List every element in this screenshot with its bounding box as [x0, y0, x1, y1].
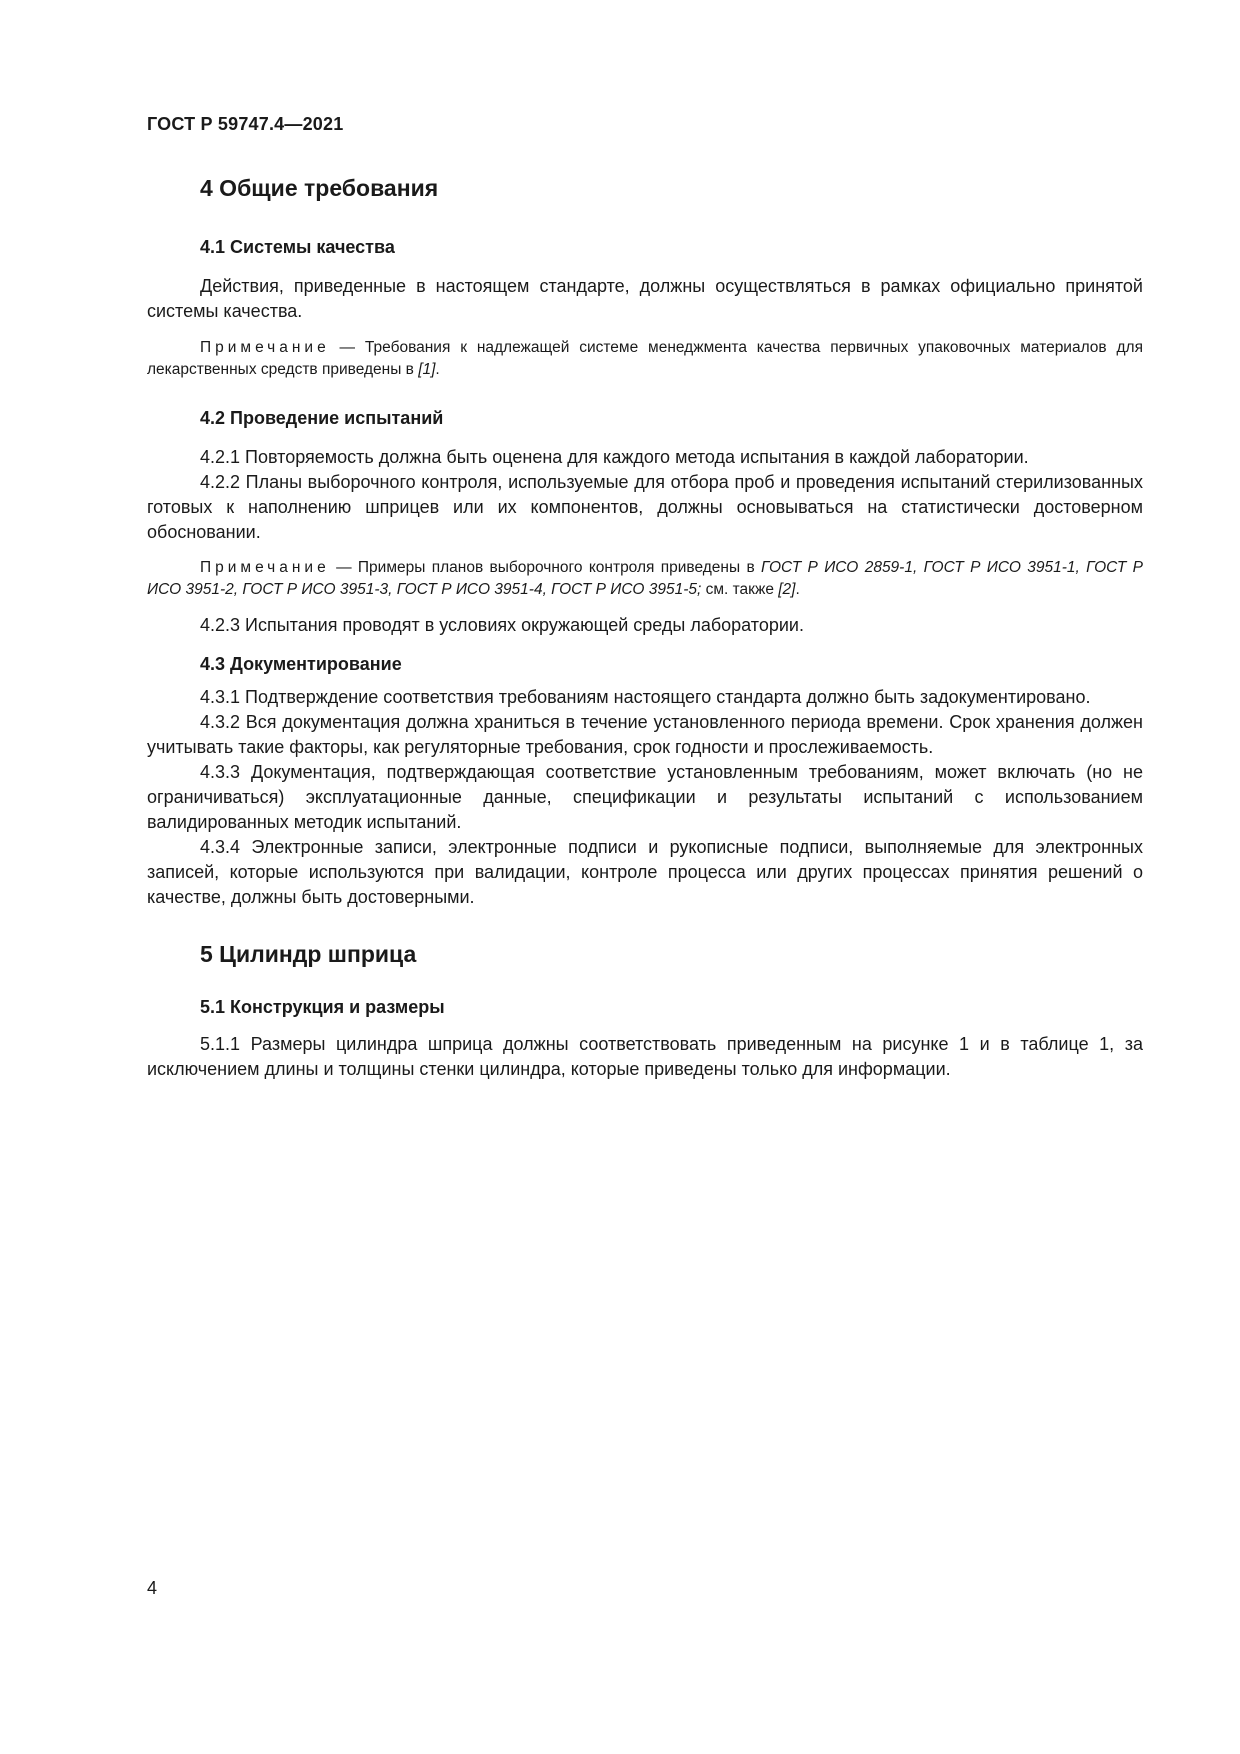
section-4-title: 4 Общие требования: [200, 175, 439, 201]
note-label: Примечание: [200, 559, 330, 576]
section-5-title: 5 Цилиндр шприца: [200, 941, 417, 967]
subsection-4-3-title: 4.3 Документирование: [200, 654, 402, 674]
page-number: 4: [147, 1578, 158, 1598]
note-text: — Требования к надлежащей системе менеджмента качества первичных упаковочных материалов для лекарственных средств приведены в: [147, 339, 1143, 378]
note-mid: см. также: [701, 581, 779, 598]
subsection-4-1-title: 4.1 Системы качества: [200, 237, 395, 257]
note-end: .: [795, 581, 800, 598]
document-code-header: ГОСТ Р 59747.4—2021: [147, 114, 344, 134]
note-4-1: [147, 337, 1143, 381]
note-text: — Примеры планов выборочного контроля приведены в: [329, 559, 762, 576]
paragraph-5-1-1: 5.1.1 Размеры цилиндра шприца должны соответствовать приведенным на рисунке 1 и в таблице 1, за исключением длины и толщины стенки цилиндра, которые приведены только для информации.: [147, 1034, 1143, 1079]
paragraph-4-3-1: 4.3.1 Подтверждение соответствия требованиям настоящего стандарта должно быть задокументировано.: [200, 687, 1091, 707]
note-reference: [2]: [778, 581, 796, 598]
paragraph-4-2-1: 4.2.1 Повторяемость должна быть оценена для каждого метода испытания в каждой лаборатории.: [200, 447, 1029, 467]
paragraph-4-3-2: 4.3.2 Вся документация должна храниться в течение установленного периода времени. Срок хранения должен учитывать такие факторы, как регуляторные требования, срок годности и прослеживаемость.: [147, 712, 1143, 757]
paragraph-4-1: Действия, приведенные в настоящем стандарте, должны осуществляться в рамках официально принятой системы качества.: [147, 276, 1143, 321]
paragraph-4-3-3: 4.3.3 Документация, подтверждающая соответствие установленным требованиям, может включать (но не ограничиваться) эксплуатационные данные, спецификации и результаты испытаний с использованием валидированных методик испытаний.: [147, 762, 1143, 832]
note-label: Примечание: [200, 339, 330, 356]
paragraph-4-2-3: 4.2.3 Испытания проводят в условиях окружающей среды лаборатории.: [200, 615, 804, 635]
note-standard-references: ГОСТ Р ИСО 2859-1, ГОСТ Р ИСО 3951-1, ГОСТ Р ИСО 3951-2, ГОСТ Р ИСО 3951-3, ГОСТ Р ИСО 3951-4, ГОСТ Р ИСО 3951-5;: [147, 559, 1143, 598]
note-4-2: [147, 557, 1143, 601]
subsection-5-1-title: 5.1 Конструкция и размеры: [200, 997, 445, 1017]
subsection-4-2-title: 4.2 Проведение испытаний: [200, 408, 444, 428]
note-reference: [1]: [418, 361, 436, 378]
paragraph-4-2-2: 4.2.2 Планы выборочного контроля, используемые для отбора проб и проведения испытаний стерилизованных готовых к наполнению шприцев или их компонентов, должны основываться на статистически достоверном обосновании.: [147, 472, 1143, 542]
paragraph-4-3-4: 4.3.4 Электронные записи, электронные подписи и рукописные подписи, выполняемые для электронных записей, которые используются при валидации, контроле процесса или других процессах принятия решений о качестве, должны быть достоверными.: [147, 837, 1143, 907]
note-end: .: [435, 361, 440, 378]
page-content: [147, 170, 1143, 1082]
